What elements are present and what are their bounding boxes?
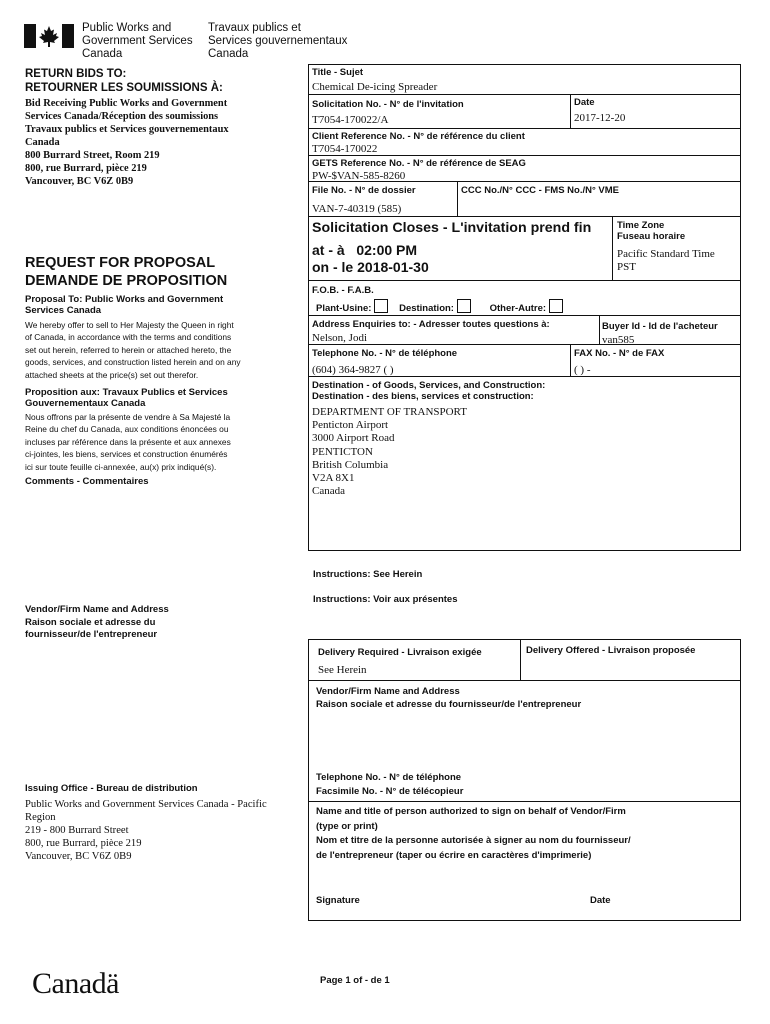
signature-label: Signature xyxy=(316,895,360,906)
date-value: 2017-12-20 xyxy=(574,112,626,124)
closing-time-value: 02:00 PM xyxy=(356,242,418,258)
closing-date: on - le 2018-01-30 xyxy=(312,259,429,275)
destination-checkbox[interactable] xyxy=(457,299,471,313)
solicitation-number-field: Solicitation No. - N° de l'invitation T7054-170022/A xyxy=(312,99,464,126)
file-number-field: File No. - N° de dossier VAN-7-40319 (585) xyxy=(312,185,416,215)
delivery-offered-label: Delivery Offered - Livraison proposée xyxy=(526,645,696,656)
client-reference-value: T7054-170022 xyxy=(312,143,378,155)
address-enquiries-field: Address Enquiries to: - Adresser toutes questions à: Nelson, Jodi xyxy=(312,319,550,344)
closing-date-value: 2018-01-30 xyxy=(357,259,429,275)
time-zone-value: Pacific Standard Time PST xyxy=(617,248,715,273)
plant-checkbox[interactable] xyxy=(374,299,388,313)
buyer-id-value: van585 xyxy=(602,334,635,346)
other-checkbox[interactable] xyxy=(549,299,563,313)
canada-wordmark-text: Canadä xyxy=(32,967,119,1000)
department-name-fr: Travaux publics et Services gouvernementaux Canada xyxy=(208,22,348,60)
signature-date-label: Date xyxy=(590,895,611,906)
destination-label: Destination - of Goods, Services, and Construction: Destination - des biens, services et construction: xyxy=(312,380,546,402)
fob-options: Plant-Usine: Destination: Other-Autre: xyxy=(316,299,567,314)
canada-flag-logo xyxy=(24,24,74,48)
time-zone-label: Time Zone Fuseau horaire xyxy=(617,220,686,242)
solicitation-closes-label: Solicitation Closes - L'invitation prend fin xyxy=(312,220,592,236)
proposition-text: Nous offrons par la présente de vendre à Sa Majesté la Reine du chef du Canada, aux conditions énoncées ou incluses par référence dans la présente et aux annexes ci-jointes, les biens, services et construction énumérés ici sur toute feuille ci-annexée, au(x) prix indiqué(s). xyxy=(25,412,231,472)
telephone-fax-label: Telephone No. - N° de téléphone Facsimile No. - N° de télécopieur xyxy=(316,772,464,797)
instructions-fr: Instructions: Voir aux présentes xyxy=(313,594,458,605)
delivery-required-field: Delivery Required - Livraison exigée See Herein xyxy=(318,647,482,676)
telephone-value: (604) 364-9827 ( ) xyxy=(312,364,394,376)
return-bids-title: RETURN BIDS TO: RETOURNER LES SOUMISSIONS À: xyxy=(25,68,223,94)
fob-label: F.O.B. - F.A.B. xyxy=(312,285,374,296)
gets-reference-field: GETS Reference No. - N° de référence de SEAG PW-$VAN-585-8260 xyxy=(312,158,526,182)
client-reference-field: Client Reference No. - N° de référence du client T7054-170022 xyxy=(312,131,525,155)
authorized-signer-label: Name and title of person authorized to sign on behalf of Vendor/Firm (type or print) Nom et titre de la personne autorisée à signer au nom du fournisseur/ de l'entrepreneur (taper ou écrire en caractères d'imprimerie) xyxy=(316,806,631,861)
date-field: Date 2017-12-20 xyxy=(574,97,626,124)
canada-wordmark xyxy=(32,967,119,1001)
proposal-to-text: We hereby offer to sell to Her Majesty the Queen in right of Canada, in accordance with the terms and conditions set out herein, referred to herein or attached hereto, the goods, services, and construction listed herein and on any attached sheets at the price(s) set out therefor. xyxy=(25,320,241,380)
proposition-label: Proposition aux: Travaux Publics et Services Gouvernementaux Canada xyxy=(25,387,228,409)
issuing-office-label: Issuing Office - Bureau de distribution xyxy=(25,783,198,794)
proposal-to-label: Proposal To: Public Works and Government Services Canada xyxy=(25,294,224,316)
buyer-id-field: Buyer Id - Id de l'acheteur van585 xyxy=(602,321,718,346)
title-field: Title - Sujet Chemical De-icing Spreader xyxy=(312,67,438,93)
page-number: Page 1 of - de 1 xyxy=(320,975,390,986)
file-number-value: VAN-7-40319 (585) xyxy=(312,203,402,215)
issuing-office-address: Public Works and Government Services Canada - Pacific Region 219 - 800 Burrard Street 800, rue Burrard, pièce 219 Vancouver, BC V6Z 0B9 xyxy=(25,799,267,862)
fax-value: ( ) - xyxy=(574,364,591,376)
fax-field: FAX No. - N° de FAX ( ) - xyxy=(574,348,665,376)
maple-leaf-icon xyxy=(24,24,74,48)
vendor-name-label: Vendor/Firm Name and Address Raison sociale et adresse du fournisseur/de l'entrepreneur xyxy=(316,686,582,710)
title-value: Chemical De-icing Spreader xyxy=(312,81,438,93)
gets-reference-value: PW-$VAN-585-8260 xyxy=(312,170,406,182)
ccc-number-label: CCC No./N° CCC - FMS No./N° VME xyxy=(461,185,620,196)
destination-address: DEPARTMENT OF TRANSPORT Penticton Airport 3000 Airport Road PENTICTON British Columbia V2A 8X1 Canada xyxy=(312,406,467,498)
comments-label: Comments - Commentaires xyxy=(25,476,149,487)
return-bids-address: Bid Receiving Public Works and Government Services Canada/Réception des soumissions Travaux publics et Services gouvernementaux Canada 800 Burrard Street, Room 219 800, rue Burrard, pièce 219 Vancouver, BC V6Z 0B9 xyxy=(25,98,229,187)
instructions-en: Instructions: See Herein xyxy=(313,569,423,580)
address-enquiries-value: Nelson, Jodi xyxy=(312,332,367,344)
vendor-left-label: Vendor/Firm Name and Address Raison sociale et adresse du fournisseur/de l'entrepreneur xyxy=(25,604,169,640)
delivery-required-value: See Herein xyxy=(318,664,367,676)
solicitation-number-value: T7054-170022/A xyxy=(312,114,389,126)
department-name-en: Public Works and Government Services Canada xyxy=(82,22,193,60)
rfp-title: REQUEST FOR PROPOSAL DEMANDE DE PROPOSITION xyxy=(25,255,228,289)
closing-time: at - à 02:00 PM xyxy=(312,242,418,258)
telephone-field: Telephone No. - N° de téléphone (604) 364-9827 ( ) xyxy=(312,348,458,376)
